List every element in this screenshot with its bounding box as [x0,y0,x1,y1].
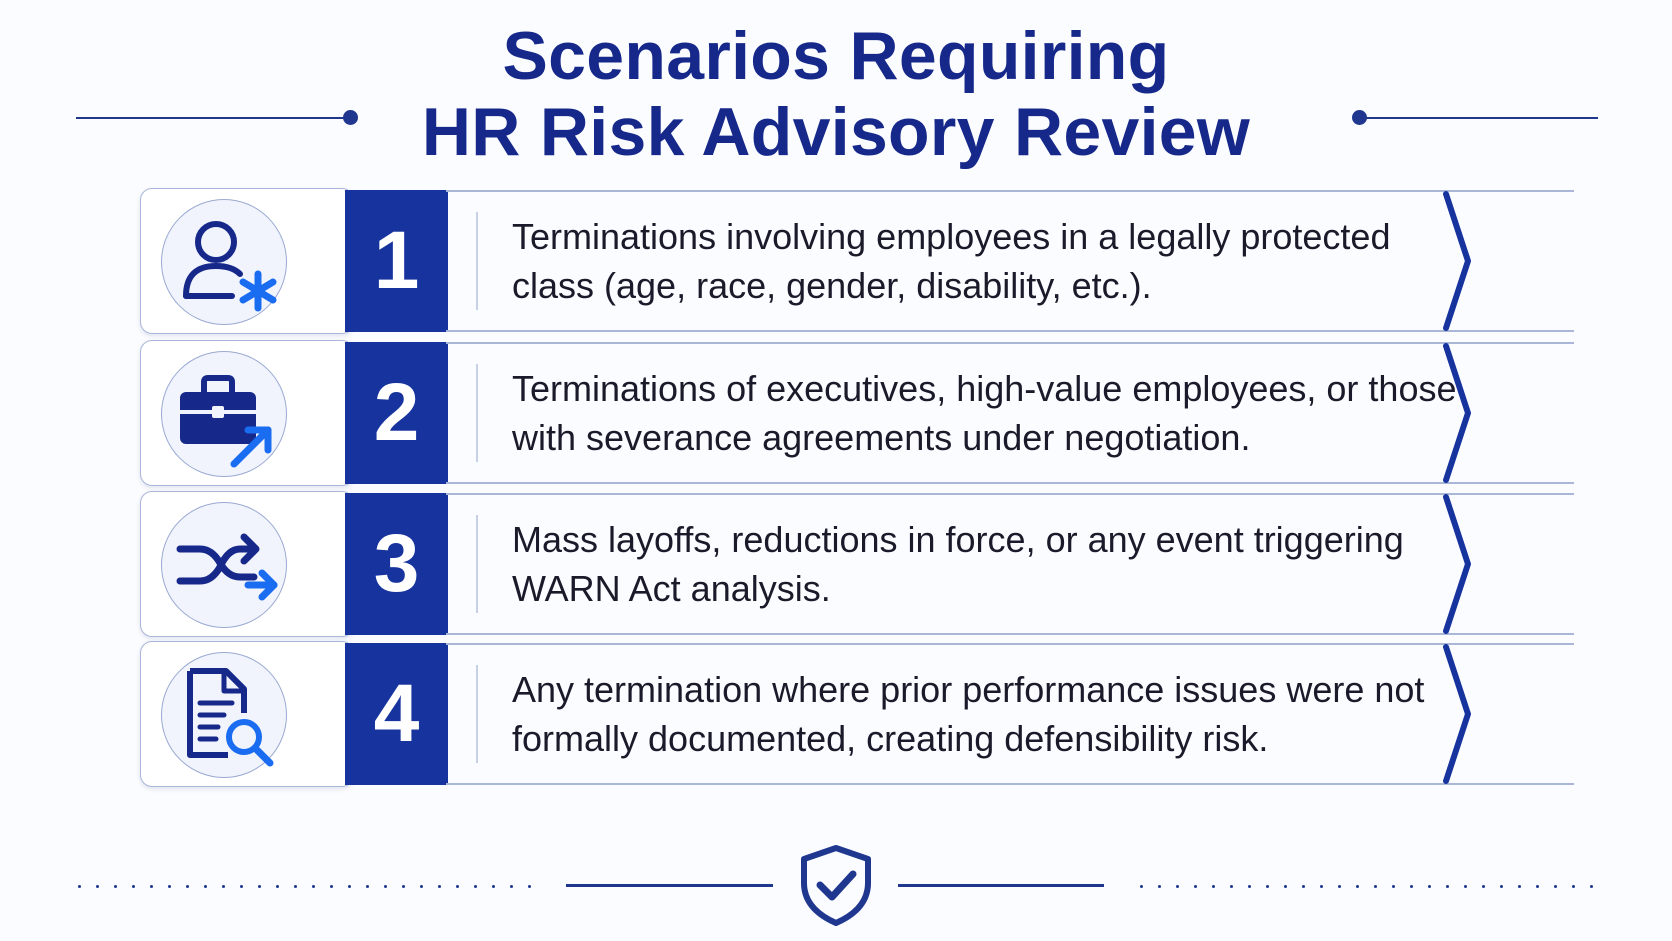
footer-dot [1284,885,1287,888]
footer-dot [1194,885,1197,888]
footer-dot [366,885,369,888]
footer-dot [1338,885,1341,888]
briefcase-arrow-icon [162,352,286,476]
footer-dot [294,885,297,888]
footer-dot [1500,885,1503,888]
footer-dot [96,885,99,888]
footer-dot [1302,885,1305,888]
footer-dot [1590,885,1593,888]
footer-dot [1392,885,1395,888]
footer-dot [150,885,153,888]
footer-dot [474,885,477,888]
footer-dot [1554,885,1557,888]
footer-dot [1140,885,1143,888]
footer-dot [1482,885,1485,888]
scenario-row-4 [140,641,1580,787]
title-divider-right [1360,117,1598,119]
footer-dot [258,885,261,888]
footer-dotted-line-left [78,885,536,888]
scenario-icon-box [140,188,354,334]
page-title [0,18,1672,170]
scenario-icon-box [140,340,354,486]
footer-dot [222,885,225,888]
title-divider-dot-left [343,110,358,125]
scenario-text: Terminations involving employees in a legally protected class (age, race, gender, disability, etc.). [512,216,1391,306]
footer-dot [312,885,315,888]
footer-dot [402,885,405,888]
scenario-content [446,643,1574,785]
footer-dot [78,885,81,888]
scenario-icon-box [140,491,354,637]
scenario-content [446,342,1574,484]
footer-dot [186,885,189,888]
scenario-content [446,190,1574,332]
user-asterisk-icon [162,200,286,324]
title-line-2: HR Risk Advisory Review [421,94,1251,170]
footer-dot [528,885,531,888]
footer-dot [114,885,117,888]
footer-dot [384,885,387,888]
footer-dot [168,885,171,888]
title-line-1: Scenarios Requiring [502,18,1170,94]
title-divider-left [76,117,348,119]
footer-dot [348,885,351,888]
scenario-number: 3 [345,493,448,635]
scenario-icon-box [140,641,354,787]
footer-dot [204,885,207,888]
footer-dot [1446,885,1449,888]
footer-dot [438,885,441,888]
footer-dot [1356,885,1359,888]
footer-dot [492,885,495,888]
footer-dot [1176,885,1179,888]
footer-dot [1212,885,1215,888]
footer-dot [1248,885,1251,888]
scenario-text: Mass layoffs, reductions in force, or any event triggering WARN Act analysis. [512,519,1404,609]
footer-dot [276,885,279,888]
footer-dot [1374,885,1377,888]
footer-line-right [898,884,1104,887]
footer-dot [240,885,243,888]
footer-dot [1230,885,1233,888]
shuffle-arrows-icon [162,503,286,627]
scenario-text: Any termination where prior performance issues were not formally documented, creating defensibility risk. [512,669,1425,759]
footer-dot [1572,885,1575,888]
footer-line-left [566,884,773,887]
scenario-number: 1 [345,190,448,332]
footer-dot [1518,885,1521,888]
footer-dot [1266,885,1269,888]
scenario-row-3 [140,491,1580,637]
scenario-number: 2 [345,342,448,484]
scenario-content [446,493,1574,635]
scenario-text: Terminations of executives, high-value employees, or those with severance agreements under negotiation. [512,368,1457,458]
footer-dotted-line-right [1140,885,1600,888]
document-search-icon [162,653,286,777]
footer-dot [456,885,459,888]
scenario-row-2 [140,340,1580,486]
footer-dot [420,885,423,888]
footer-dot [1158,885,1161,888]
footer-dot [1410,885,1413,888]
shield-check-icon [796,843,876,927]
footer-dot [510,885,513,888]
footer-dot [330,885,333,888]
footer-dot [1536,885,1539,888]
footer-dot [1428,885,1431,888]
scenario-number: 4 [345,643,448,785]
footer-dot [1464,885,1467,888]
footer-dot [1320,885,1323,888]
scenario-row-1 [140,188,1580,334]
footer-dot [132,885,135,888]
